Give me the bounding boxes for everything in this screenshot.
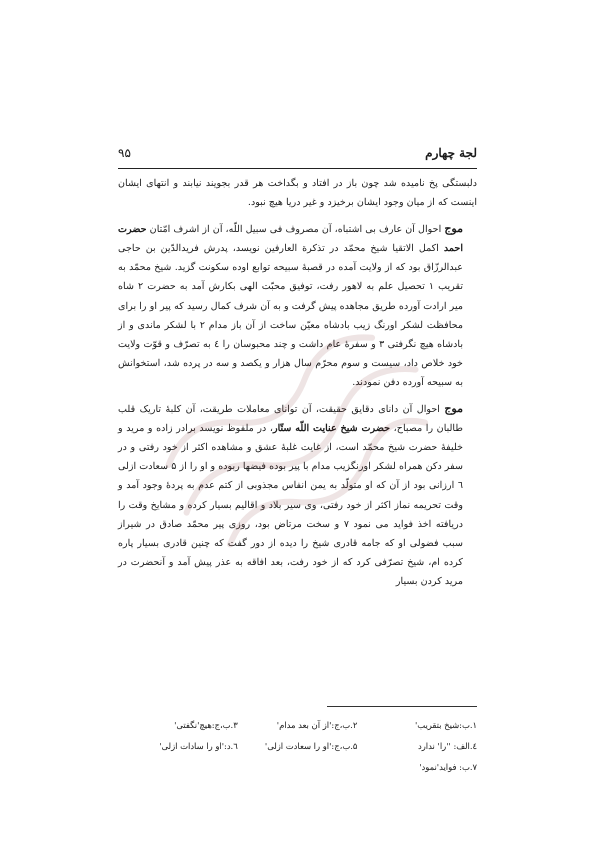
main-text [118,174,477,591]
saint-name: حضرت احمد [118,224,463,255]
paragraph-2-text-a: احوال آن عارف بی اشتباه، آن مصروف فی سبیل اللّه، آن از اشرف امّتان [146,224,445,236]
running-head: لجة چهارم [425,146,477,160]
paragraph-3-text-a: احوال آن دانای دقایق حقیقت، آن توانای معاملات طریقت، آن کلبهٔ تاریک قلب طالبان را مصباح، [118,404,463,435]
footnote: ۵.ب،ج:'او را سعادت ازلی' [264,741,358,751]
footnote: ۱.ب:شیخ بتقریب' [414,720,477,730]
footnotes [118,715,477,778]
page-number: ۹۵ [118,146,131,160]
header-rule [118,168,477,169]
saint-name: حضرت شیخ عنایت اللّه ستّار [272,423,391,435]
footnote: ۳.ب،ج:هیچ'نگفتی' [174,720,238,730]
paragraph-2 [118,219,477,392]
footnote-row [118,757,477,778]
keyword-mauj: موج [444,402,463,416]
footnote: ٦.د:'او را سادات ازلی' [159,741,238,751]
paragraph-3 [118,399,477,591]
paragraph-3-text-b: ، در ملفوظ نویسد برادر زاده و مرید و خلیفهٔ حضرت شیخ محمّد است، از غایت غلبهٔ عشق و مشاهده اکثر از خود رفتی و در سفر دکن همراه لشکر اورنگزیب مدام با پیر بوده فیضها ربوده و او را از ۵ سعادت ازلی ٦ ارزانی بود از آن که او متولّد به یمن انفاس مجذوبی از کتم عدم به پردهٔ وجود آمد و وقت تحریمه نماز اکثر از خود رفتی، وی سیر بلاد و اقالیم بسیار کرده و مشایخ وقت را دریافته اخذ فواید می نمود ۷ و سخت مرتاض بود، روزی پیر محمّد صادق در شیراز سبب فضولی او که جامه قادری شیخ را دیده از دور گفت که چنین قادری بسیار پاره کرده ام، شیخ تصرّفی کرد که از خود رفت، بعد افاقه به عذر پیش آمد و آنحضرت در مرید کردن بسیار [118,423,463,587]
footnote: ٤.الف: ''را' ندارد [418,741,477,751]
footnote: ۲.ب،ج:'از آن بعد مدام' [276,720,358,730]
paragraph-1: دلبستگی پخ نامیده شد چون باز در افتاد و بگداخت هر قدر بجویند نیابند و انتهای ایشان اینست که از میان وجود ایشان برخیزد و غیر دریا هیچ نبود. [118,178,477,209]
footnote-rule [327,706,477,707]
keyword-mauj: موج [444,222,463,236]
page-header [118,146,477,166]
footnote-row [118,736,477,757]
footnote-row [118,715,477,736]
paragraph-2-text-b: اکمل الاتقیا شیخ محمّد در تذکرة العارفین نویسد، پدرش فریدالدّین بن حاجی عبدالرزّاق بود که از ولایت آمده در قصبهٔ سبیحه توابع اوده سکونت گزید. شیخ محمّد به تقریب ۱ تحصیل علم به لاهور رفت، توفیق محبّت الهی بکارش آمد به حضرت ۲ شاه میر ارادت آورده طریق مجاهده پیش گرفت و به آن شرف کمال رسید که پیر او را برای محافظت لشکر اورنگ زیب بادشاه معیّن ساخت از آن باز مدام ۲ با لشکر ماندی و از بادشاه هیچ نگرفتی ۳ و سفرهٔ عام داشت و چند محبوسان را ٤ به تصرّف و قوّت ولایت خود خلاص داد، سیست و سوم محرّم سال هزار و یکصد و سه در پرده شد، استخوانش به سبیحه آورده دفن نمودند. [118,243,464,388]
footnote: ۷.ب: فواید'نمود' [419,762,477,772]
